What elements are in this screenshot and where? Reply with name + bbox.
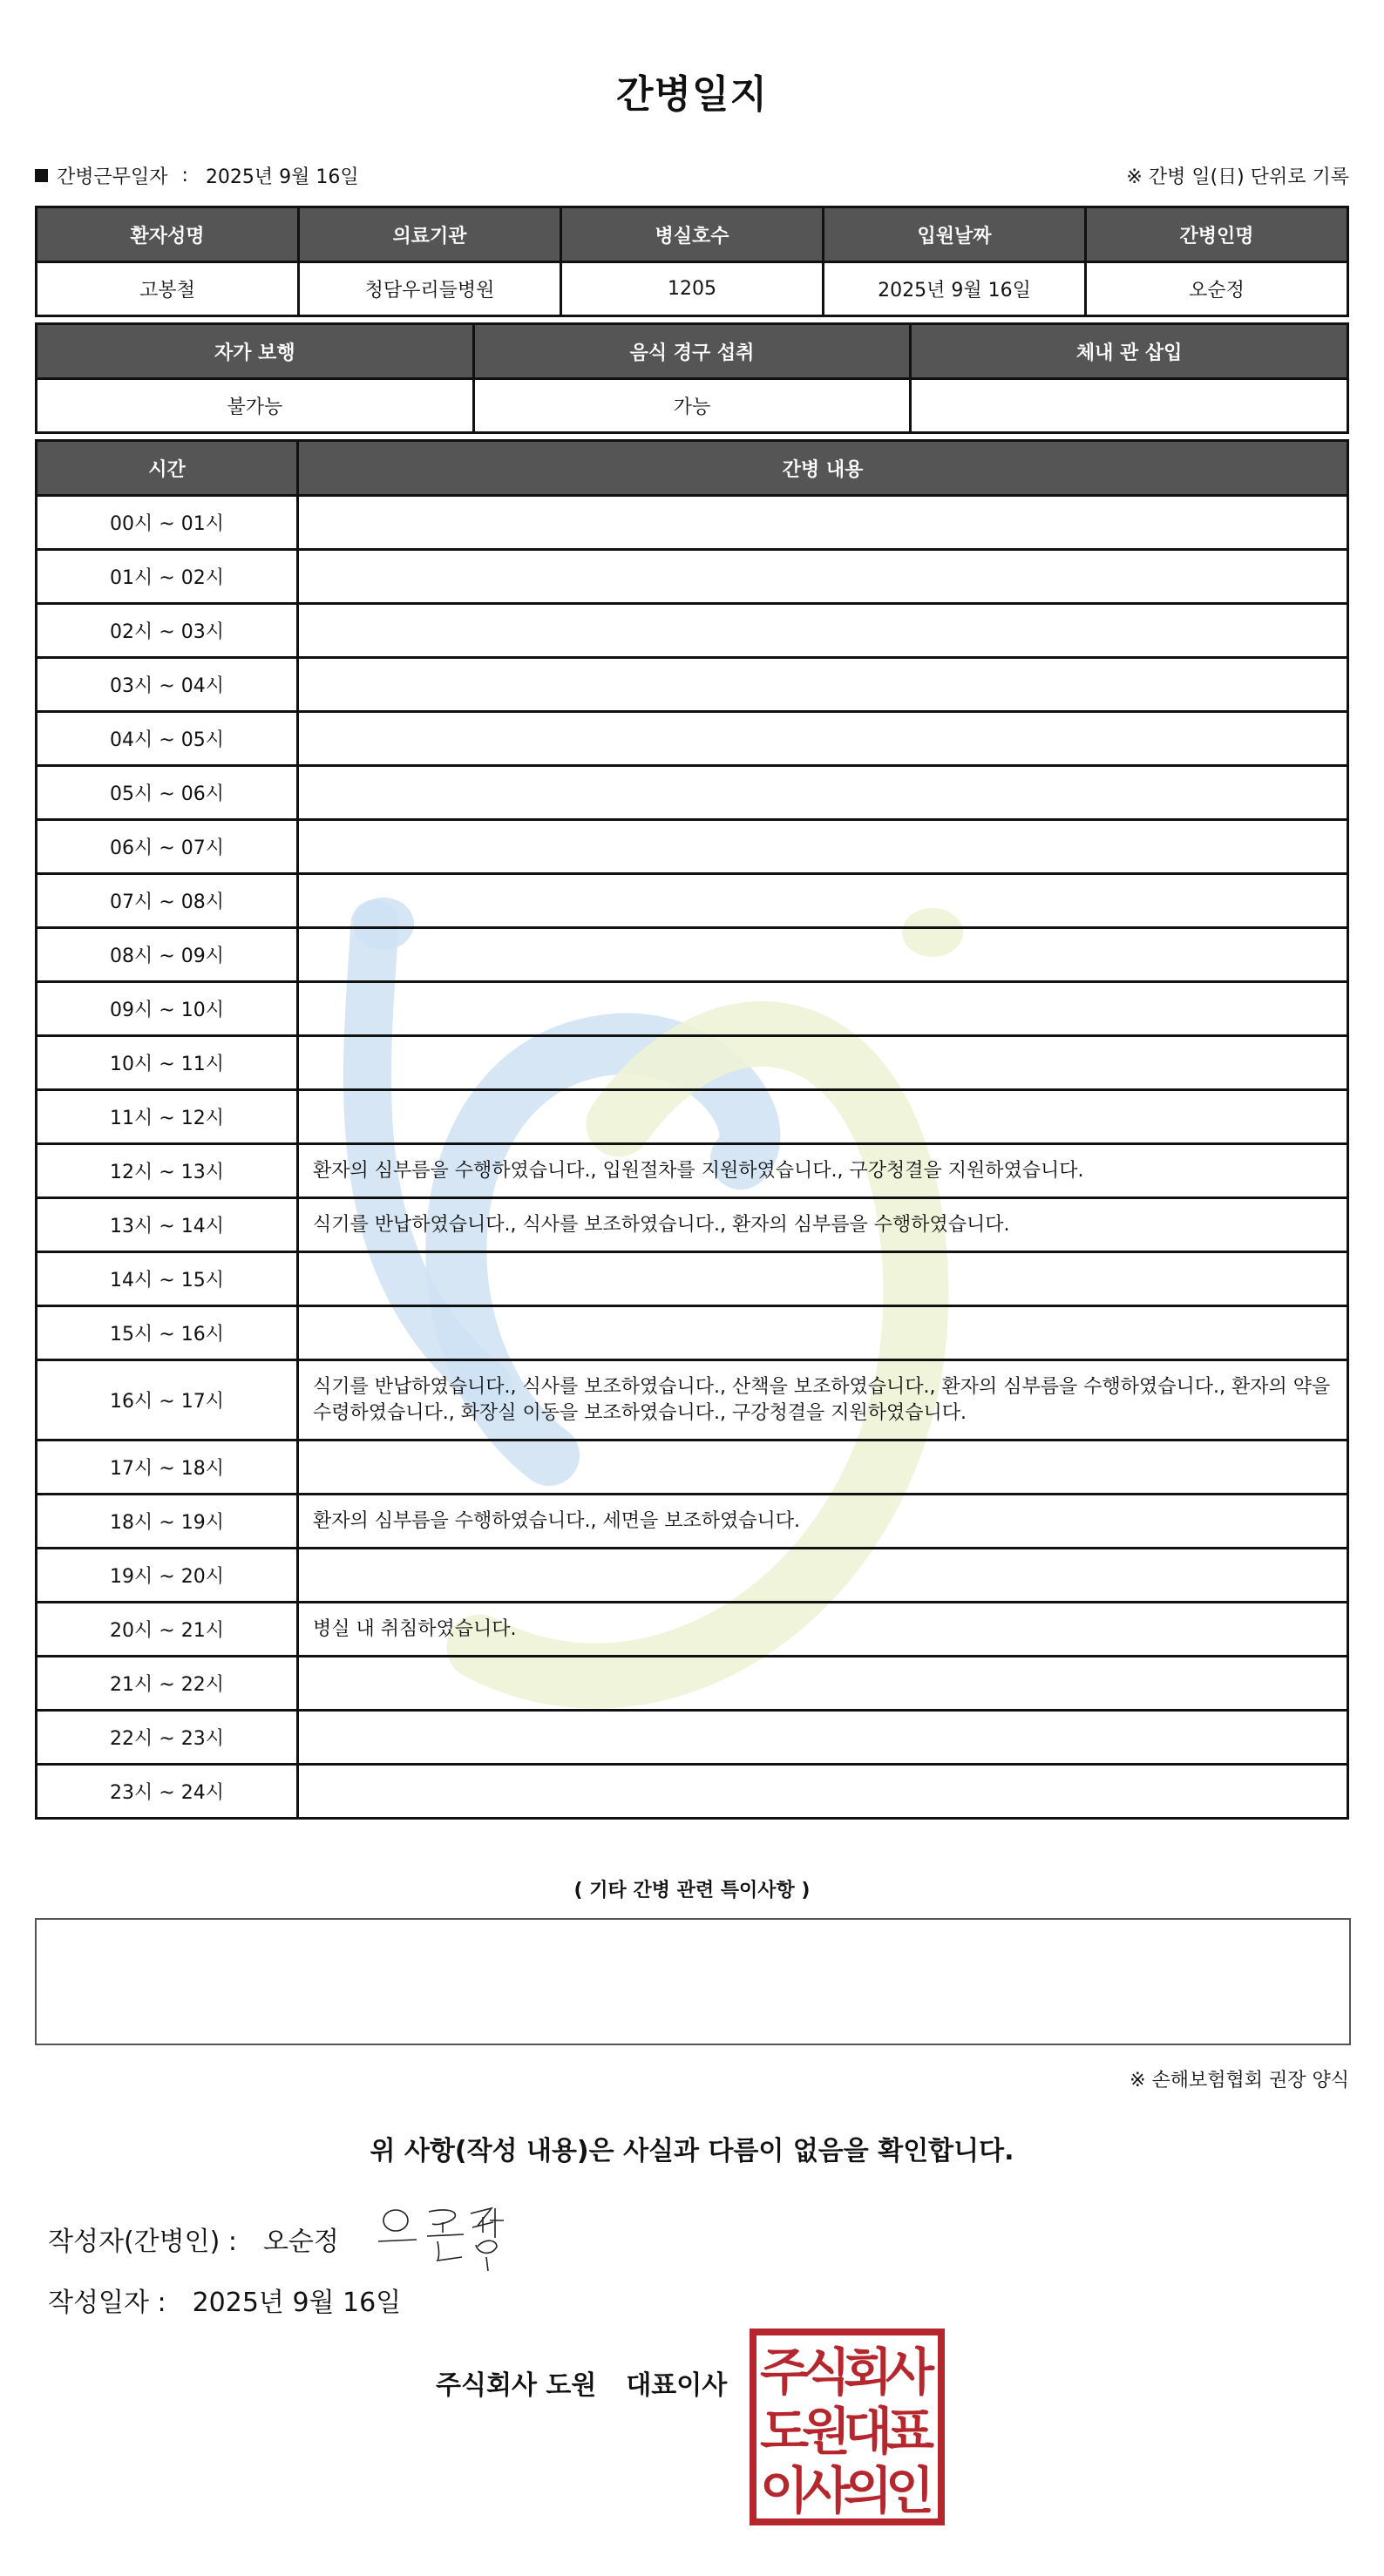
time-slot: 05시 ~ 06시: [37, 766, 298, 820]
table-row: [37, 874, 1348, 928]
time-slot: 23시 ~ 24시: [37, 1765, 298, 1819]
care-content: [298, 550, 1348, 604]
written-date-label: 작성일자 :: [48, 2288, 166, 2318]
time-slot: 12시 ~ 13시: [37, 1144, 298, 1198]
care-content: [298, 928, 1348, 982]
svg-text:도: 도: [759, 2402, 810, 2461]
notes-box: [35, 1918, 1351, 2045]
care-content: 식기를 반납하였습니다., 식사를 보조하였습니다., 산책을 보조하였습니다., 환자의 심부름을 수행하였습니다., 환자의 약을 수령하였습니다., 화장실 이동을 보조하였습니다., 구강청결을 지원하였습니다.: [298, 1360, 1348, 1441]
table-row: [37, 1036, 1348, 1090]
svg-text:이: 이: [759, 2461, 810, 2520]
work-date-value: 2025년 9월 16일: [205, 166, 359, 188]
svg-text:주: 주: [759, 2342, 810, 2402]
table-row: [37, 982, 1348, 1036]
svg-text:표: 표: [885, 2402, 935, 2461]
header-room-number: 병실호수: [561, 207, 824, 262]
time-slot: 13시 ~ 14시: [37, 1198, 298, 1252]
time-slot: 11시 ~ 12시: [37, 1090, 298, 1144]
care-content: [298, 982, 1348, 1036]
header-hospital: 의료기관: [299, 207, 561, 262]
page-title: 간병일지: [615, 72, 768, 117]
svg-text:사: 사: [801, 2461, 851, 2520]
header-time: 시간: [37, 441, 298, 496]
care-content: [298, 820, 1348, 874]
table-row: [37, 1765, 1348, 1819]
care-log-table: [35, 439, 1349, 1820]
header-admission-date: 입원날짜: [824, 207, 1086, 262]
table-row: [37, 1441, 1348, 1495]
caregiver-name: 오순정: [1086, 262, 1348, 316]
table-row: [37, 820, 1348, 874]
table-row: [37, 1144, 1348, 1198]
table-row: [37, 1549, 1348, 1603]
table-row: [37, 1306, 1348, 1360]
header-self-walking: 자가 보행: [37, 324, 474, 379]
header-caregiver-name: 간병인명: [1086, 207, 1348, 262]
svg-text:식: 식: [801, 2342, 851, 2402]
time-slot: 03시 ~ 04시: [37, 658, 298, 712]
self-walking-value: 불가능: [37, 379, 474, 433]
handwritten-signature: [375, 2196, 514, 2274]
time-slot: 01시 ~ 02시: [37, 550, 298, 604]
confirmation-statement: 위 사항(작성 내용)은 사실과 다름이 없음을 확인합니다.: [370, 2136, 1014, 2166]
care-content: [298, 1036, 1348, 1090]
table-row: [37, 1657, 1348, 1711]
time-slot: 17시 ~ 18시: [37, 1441, 298, 1495]
patient-name: 고봉철: [37, 262, 299, 316]
care-content: [298, 496, 1348, 550]
care-content: [298, 766, 1348, 820]
care-content: [298, 1549, 1348, 1603]
svg-text:인: 인: [885, 2461, 935, 2520]
care-content: [298, 1306, 1348, 1360]
tube-insertion-value: [911, 379, 1348, 433]
care-content: [298, 1711, 1348, 1765]
writer-name: 오순정: [262, 2227, 339, 2257]
care-content: [298, 1765, 1348, 1819]
bullet-square-icon: [35, 169, 48, 182]
time-slot: 16시 ~ 17시: [37, 1360, 298, 1441]
time-slot: 09시 ~ 10시: [37, 982, 298, 1036]
writer-row: [48, 2220, 339, 2258]
care-content: [298, 604, 1348, 658]
time-slot: 21시 ~ 22시: [37, 1657, 298, 1711]
table-row: [37, 1198, 1348, 1252]
table-row: [37, 1603, 1348, 1657]
care-content: [298, 1657, 1348, 1711]
time-slot: 00시 ~ 01시: [37, 496, 298, 550]
patient-info-table: [35, 206, 1349, 317]
table-row: [37, 1252, 1348, 1306]
written-date-row: [48, 2281, 401, 2319]
time-slot: 08시 ~ 09시: [37, 928, 298, 982]
table-row: [37, 604, 1348, 658]
time-slot: 14시 ~ 15시: [37, 1252, 298, 1306]
table-row: [37, 550, 1348, 604]
company-row: [436, 2363, 727, 2402]
association-note: ※ 손해보험협회 권장 양식: [1130, 2070, 1349, 2091]
work-date-row: [35, 162, 359, 189]
care-content: 환자의 심부름을 수행하였습니다., 세면을 보조하였습니다.: [298, 1495, 1348, 1549]
care-content: [298, 1090, 1348, 1144]
table-row: [37, 1360, 1348, 1441]
table-row: [37, 496, 1348, 550]
writer-label: 작성자(간병인) :: [48, 2227, 237, 2257]
time-slot: 07시 ~ 08시: [37, 874, 298, 928]
header-tube-insertion: 체내 관 삽입: [911, 324, 1348, 379]
care-content: 환자의 심부름을 수행하였습니다., 입원절차를 지원하였습니다., 구강청결을 지원하였습니다.: [298, 1144, 1348, 1198]
svg-text:사: 사: [885, 2342, 935, 2402]
work-date-label: 간병근무일자: [57, 166, 168, 188]
care-content: [298, 1252, 1348, 1306]
company-seal-stamp: [750, 2329, 945, 2525]
unit-note: ※ 간병 일(日) 단위로 기록: [1126, 166, 1349, 188]
care-content: [298, 1441, 1348, 1495]
care-content: 병실 내 취침하였습니다.: [298, 1603, 1348, 1657]
time-slot: 10시 ~ 11시: [37, 1036, 298, 1090]
work-date-colon: :: [181, 165, 188, 186]
patient-status-table: [35, 322, 1349, 434]
table-row: [37, 712, 1348, 766]
notes-title: ( 기타 간병 관련 특이사항 ): [573, 1880, 811, 1901]
time-slot: 22시 ~ 23시: [37, 1711, 298, 1765]
hospital-name: 청담우리들병원: [299, 262, 561, 316]
care-content: [298, 712, 1348, 766]
time-slot: 15시 ~ 16시: [37, 1306, 298, 1360]
time-slot: 20시 ~ 21시: [37, 1603, 298, 1657]
table-row: [37, 766, 1348, 820]
written-date-value: 2025년 9월 16일: [192, 2288, 402, 2318]
table-row: [37, 1495, 1348, 1549]
table-row: [37, 1090, 1348, 1144]
time-slot: 18시 ~ 19시: [37, 1495, 298, 1549]
svg-text:대: 대: [843, 2402, 893, 2461]
company-name: 주식회사 도원: [436, 2370, 597, 2401]
table-row: [37, 928, 1348, 982]
svg-text:의: 의: [843, 2461, 893, 2520]
representative-title: 대표이사: [626, 2370, 728, 2401]
table-row: [37, 1711, 1348, 1765]
time-slot: 06시 ~ 07시: [37, 820, 298, 874]
table-row: [37, 658, 1348, 712]
admission-date: 2025년 9월 16일: [824, 262, 1086, 316]
header-oral-intake: 음식 경구 섭취: [473, 324, 911, 379]
oral-intake-value: 가능: [473, 379, 911, 433]
time-slot: 02시 ~ 03시: [37, 604, 298, 658]
svg-text:회: 회: [843, 2342, 893, 2402]
header-patient-name: 환자성명: [37, 207, 299, 262]
room-number: 1205: [561, 262, 824, 316]
care-content: [298, 658, 1348, 712]
header-care-content: 간병 내용: [298, 441, 1348, 496]
care-content: [298, 874, 1348, 928]
time-slot: 04시 ~ 05시: [37, 712, 298, 766]
svg-text:원: 원: [801, 2402, 851, 2461]
care-content: 식기를 반납하였습니다., 식사를 보조하였습니다., 환자의 심부름을 수행하였습니다.: [298, 1198, 1348, 1252]
time-slot: 19시 ~ 20시: [37, 1549, 298, 1603]
